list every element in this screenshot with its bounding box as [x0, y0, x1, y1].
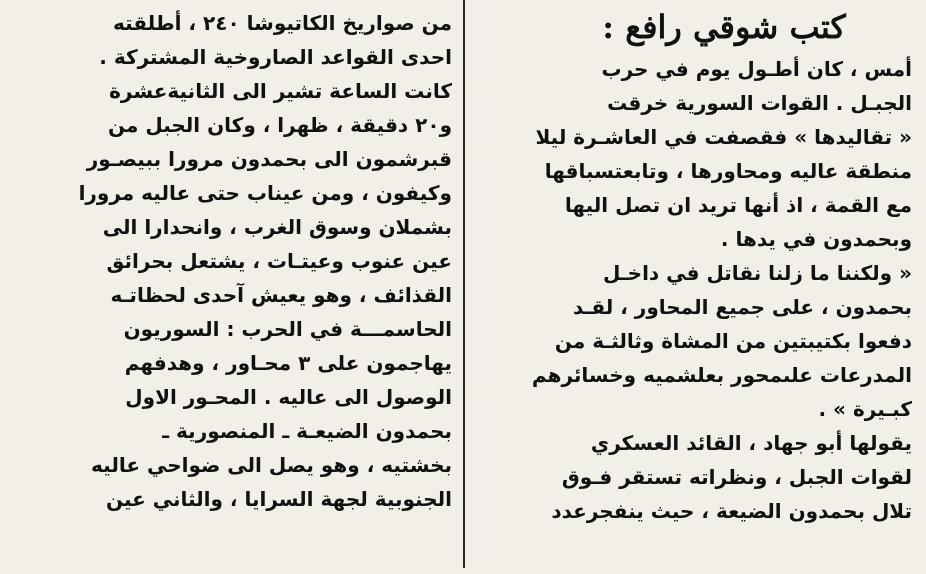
text-line: الجنوبية لجهة السرايا ، والثاني عين: [105, 487, 452, 511]
left-column: [6, 0, 452, 574]
text-line: و٢٠ دقيقة ، ظهرا ، وكان الجبل من: [108, 113, 452, 137]
text-line: بحمدون الضيعـة ـ المنصورية ـ: [162, 419, 452, 443]
text-line: بحمدون ، على جميع المحاور ، لقـد: [572, 295, 912, 319]
text-line: من صواريخ الكاتيوشا ٢٤٠ ، أطلقته: [112, 11, 452, 35]
text-line: لقوات الجبل ، ونظراته تستقر فـوق: [561, 465, 912, 489]
text-line: الجبـل . القوات السورية خرقت: [607, 91, 912, 115]
text-line: احدى القواعد الصاروخية المشتركة .: [99, 45, 452, 69]
text-line: القذائف ، وهو يعيش آحدى لحظاتـه: [110, 283, 452, 307]
text-line: تلال بحمدون الضيعة ، حيث ينفجرعدد: [551, 499, 912, 523]
text-line: وبحمدون في يدها .: [720, 227, 912, 251]
text-line: أمس ، كان أطـول يوم في حرب: [601, 57, 912, 81]
text-line: عين عنوب وعيتـات ، يشتعل بحرائق: [106, 249, 452, 273]
text-line: وكيفون ، ومن عيناب حتى عاليه مرورا: [78, 181, 452, 205]
text-line: منطقة عاليه ومحاورها ، وتابعتسباقها: [544, 159, 912, 183]
text-line: يقولها أبو جهاد ، القائد العسكري: [590, 431, 912, 455]
text-line: « تقاليدها » فقصفت في العاشـرة ليلا: [535, 125, 912, 149]
text-line: كانت الساعة تشير الى الثانيةعشرة: [109, 79, 452, 103]
right-column: [476, 0, 912, 570]
text-line: قبرشمون الى بحمدون مرورا ببيصـور: [86, 147, 452, 171]
column-divider: [463, 0, 465, 568]
text-line: بخشتيه ، وهو يصل الى ضواحي عاليه: [91, 453, 452, 477]
text-line: بشملان وسوق الغرب ، وانحدارا الى: [102, 215, 452, 239]
text-line: يهاجمون على ٣ محـاور ، وهدفهم: [124, 351, 452, 375]
text-line: مع القمة ، اذ أنها تريد ان تصل اليها: [564, 193, 912, 217]
text-line: « ولكننا ما زلنا نقاتل في داخـل: [602, 261, 912, 285]
headline: كتب شوقي رافع :: [602, 8, 846, 46]
text-line: كبـيرة » .: [818, 397, 912, 421]
text-line: الوصول الى عاليه . المحـور الاول: [125, 385, 452, 409]
text-line: المدرعات علىمحور بعلشميه وخسائرهم: [531, 363, 912, 387]
text-line: دفعوا بكتيبتين من المشاة وثالثـة من: [554, 329, 912, 353]
text-line: الحاسمـــة في الحرب : السوريون: [123, 317, 452, 341]
